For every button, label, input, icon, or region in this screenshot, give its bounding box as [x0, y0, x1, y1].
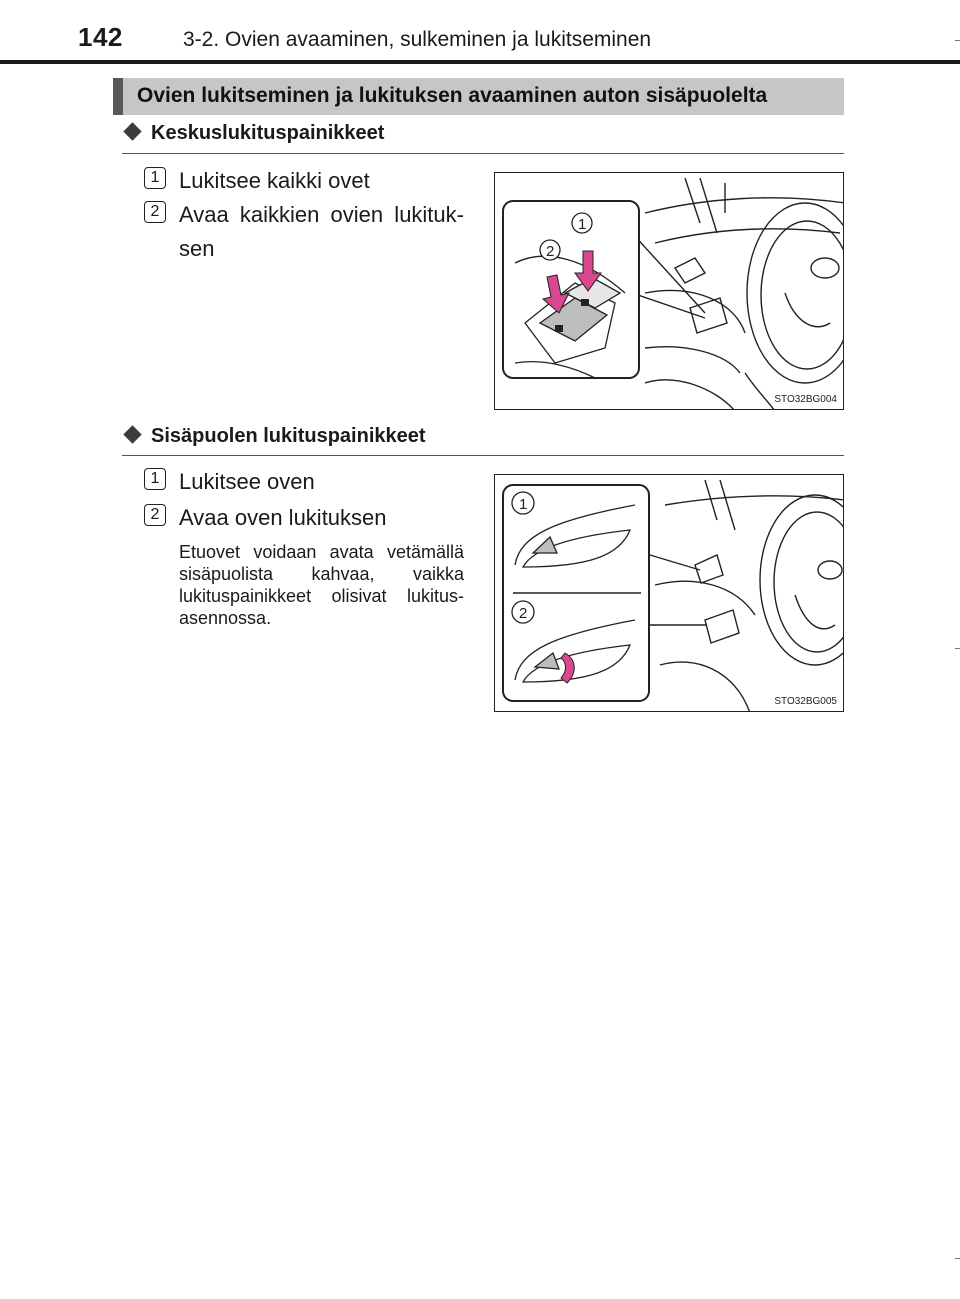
crop-mark — [955, 40, 960, 41]
callout-1: 1 — [578, 216, 587, 233]
header-rule — [0, 60, 960, 64]
subheading-central-lock — [126, 122, 384, 145]
figure-code: STO32BG004 — [774, 394, 837, 405]
section-banner — [113, 78, 844, 115]
figure-code: STO32BG005 — [774, 696, 837, 707]
number-2-icon: 2 — [144, 504, 166, 526]
item-text: Avaa oven lukituksen — [179, 505, 387, 530]
crop-mark — [955, 648, 960, 649]
number-1-icon: 1 — [144, 468, 166, 490]
subheading-text: Keskuslukituspainikkeet — [151, 122, 385, 144]
section-title: Ovien lukitseminen ja lukituksen avaaminen auton sisäpuolelta — [137, 84, 768, 107]
item-text: Lukitsee oven — [179, 469, 315, 494]
note-text: Etuovet voidaan avata vetämällä sisäpuolista kahvaa, vaikka lukituspainikkeet olisivat lukitusasennossa. — [179, 542, 464, 628]
item-text: Avaa kaikkien ovien lukituksen — [179, 202, 464, 261]
subheading-rule — [122, 455, 844, 456]
subheading-text: Sisäpuolen lukituspainikkeet — [151, 425, 426, 447]
illustration-door-lock-switch — [495, 173, 844, 410]
subheading-rule — [122, 153, 844, 154]
crop-mark — [955, 1258, 960, 1259]
subheading-inside-lock — [126, 425, 426, 448]
figure-inside-lock — [494, 474, 844, 712]
callout-1: 1 — [519, 496, 528, 513]
number-1-icon: 1 — [144, 167, 166, 189]
callout-2: 2 — [546, 243, 555, 260]
diamond-icon — [123, 425, 141, 443]
figure-central-lock — [494, 172, 844, 410]
number-2-icon: 2 — [144, 201, 166, 223]
item-text: Lukitsee kaikki ovet — [179, 168, 370, 193]
diamond-icon — [123, 122, 141, 140]
illustration-door-handle — [495, 475, 844, 712]
page-number: 142 — [78, 22, 123, 52]
callout-2: 2 — [519, 605, 528, 622]
chapter-title: 3-2. Ovien avaaminen, sulkeminen ja lukitseminen — [183, 28, 652, 51]
